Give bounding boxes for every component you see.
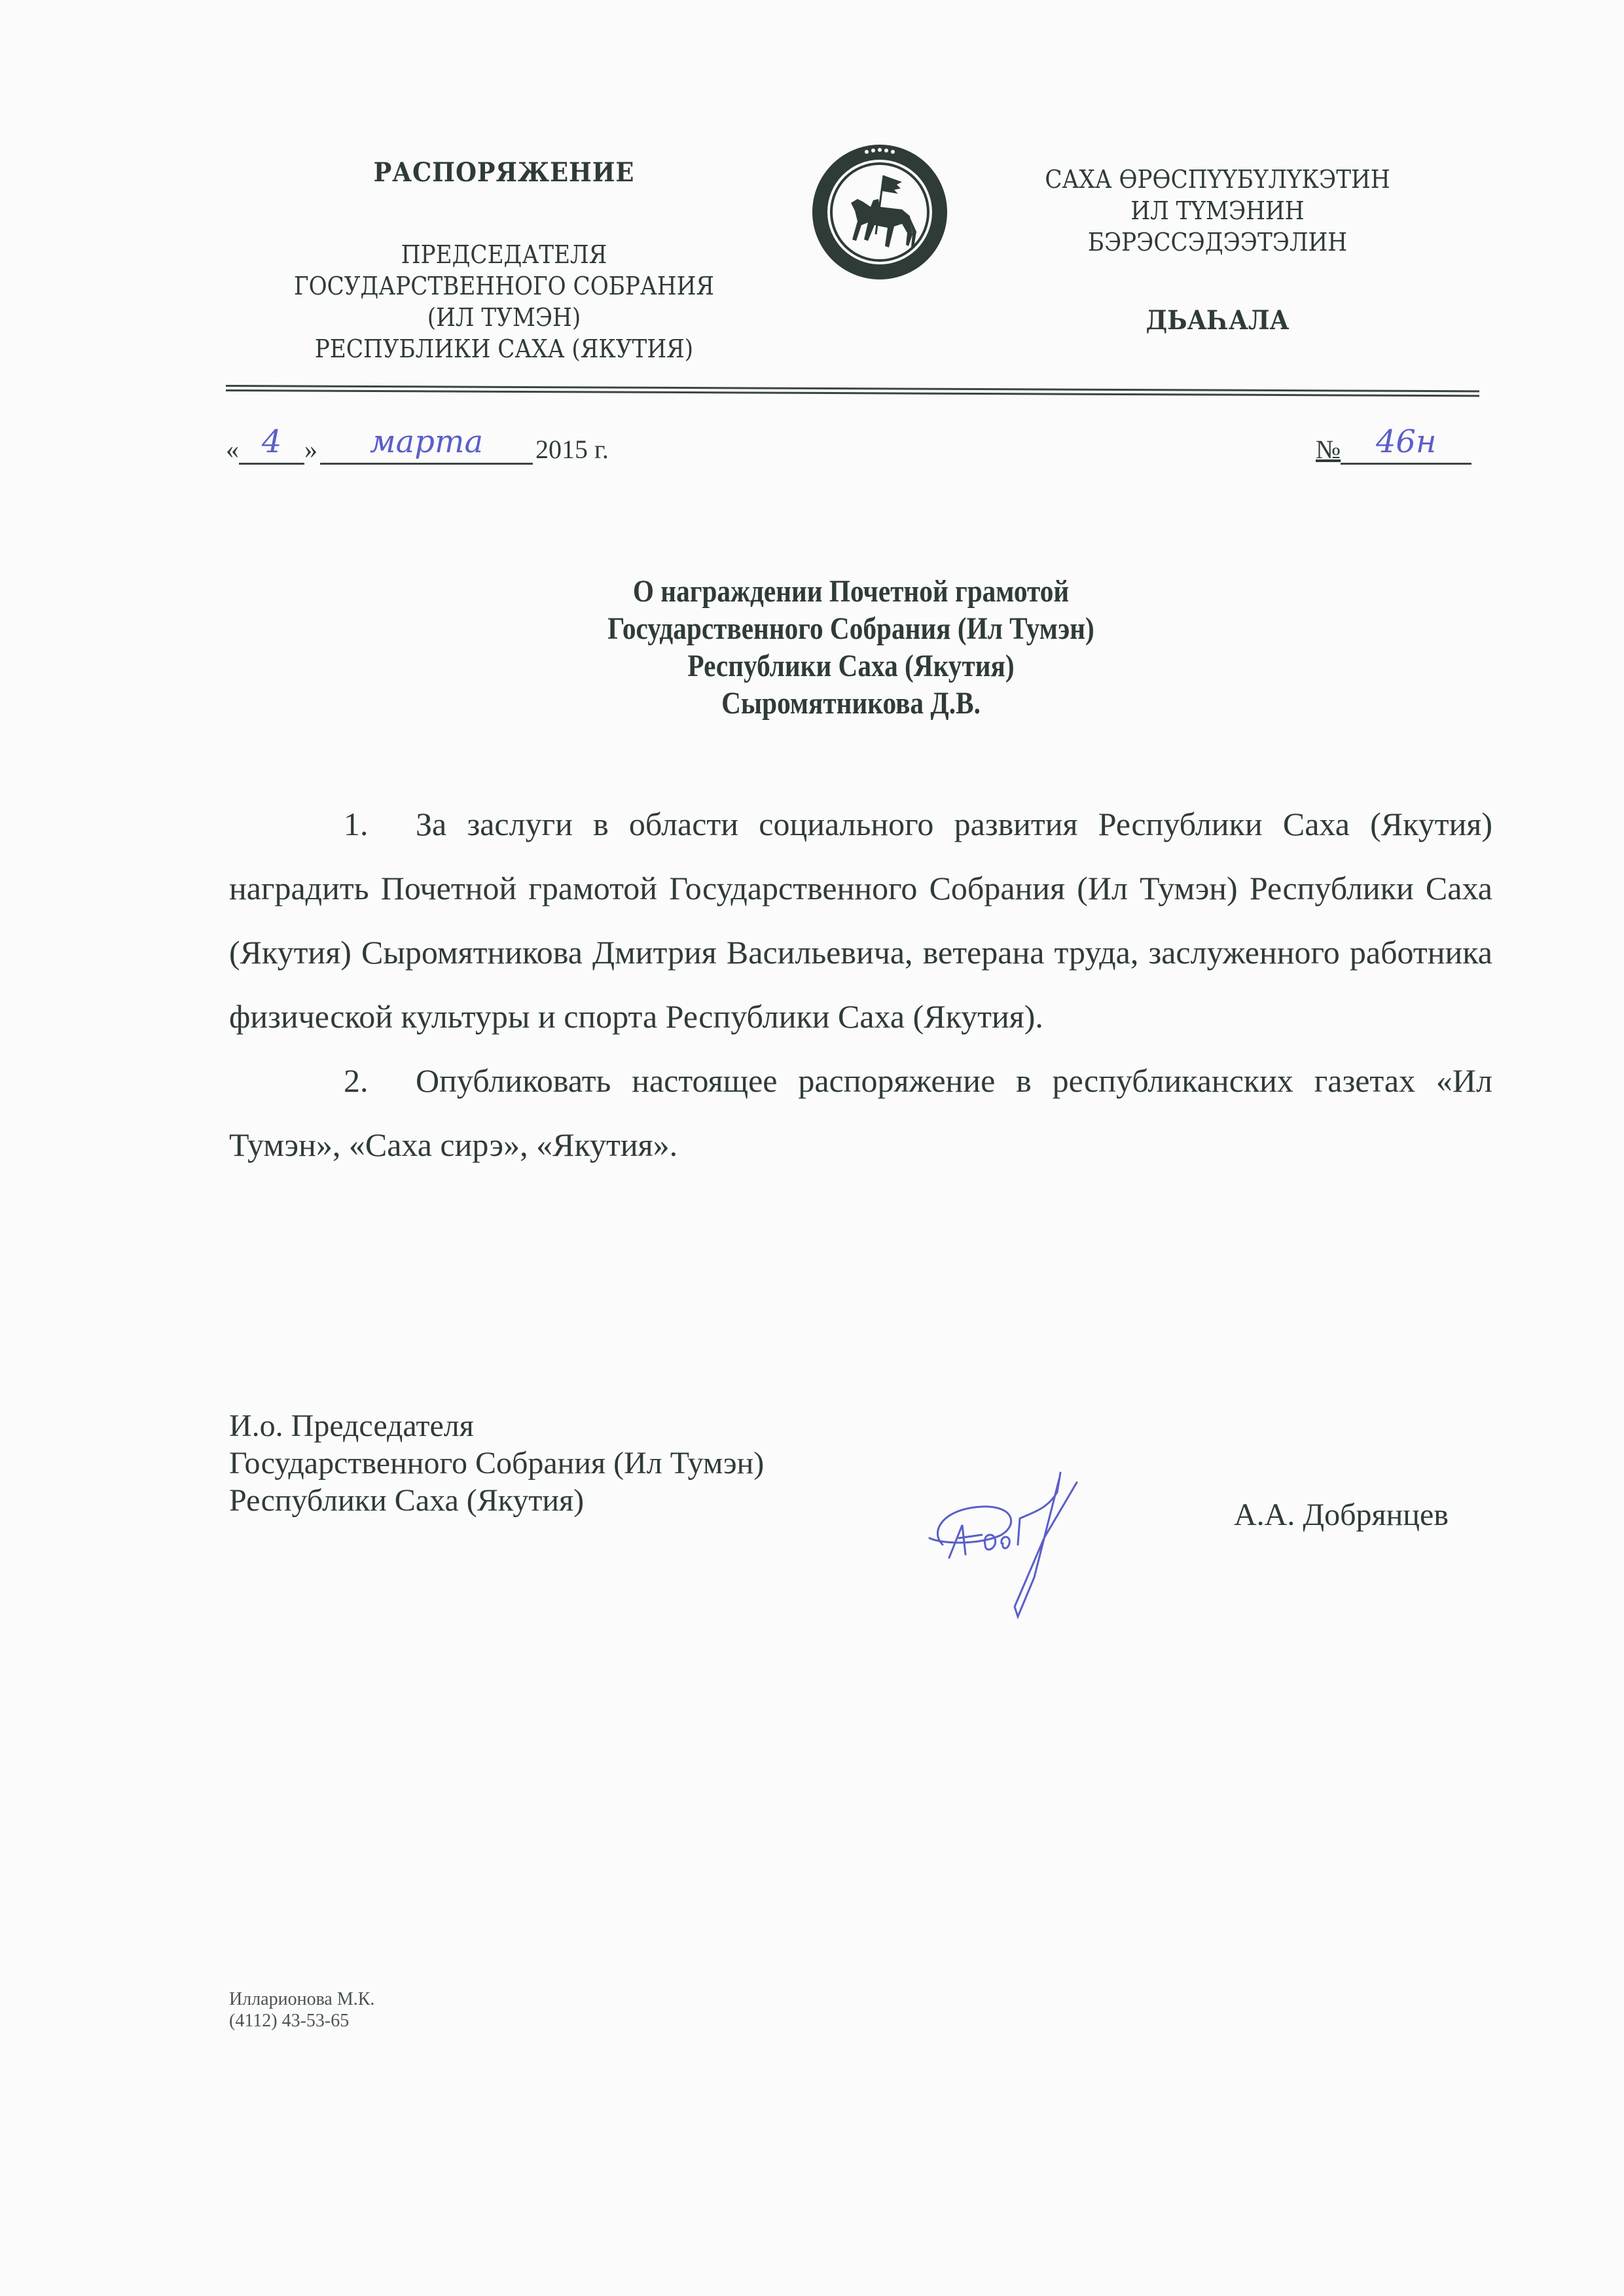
item-text: За заслуги в области социального развития Республики Саха (Якутия) наградить Почетной грамотой Государственного Собрания (Ил Тумэн) Республики Саха (Якутия) Сыромятникова Дмитрия Васильевича, ветерана труда, заслуженного работника физической культуры и спорта Республики Саха (Якутия). — [229, 806, 1492, 1035]
position-line: И.о. Председателя — [229, 1408, 474, 1443]
subject-line: Сыромятникова Д.В. — [721, 686, 981, 721]
document-subject — [513, 573, 1189, 722]
open-quote: « — [226, 435, 239, 464]
issuer-line: БЭРЭССЭДЭЭТЭЛИН — [1087, 228, 1348, 257]
number-handwritten: 46н — [1375, 423, 1437, 460]
signatory-position — [229, 1407, 764, 1519]
executor-phone: (4112) 43-53-65 — [229, 2011, 350, 2031]
year-text: 2015 г. — [535, 435, 609, 464]
coat-of-arms-emblem-icon — [810, 143, 949, 281]
month-field — [320, 423, 533, 465]
doc-number-line — [1316, 419, 1471, 465]
number-sign: № — [1316, 435, 1341, 464]
subject-line: О награждении Почетной грамотой — [632, 574, 1070, 609]
issuer-line: ИЛ ТҮМЭНИН — [1130, 196, 1305, 225]
doc-type-title-ru: РАСПОРЯЖЕНИЕ — [373, 157, 635, 188]
executor-name: Илларионова М.К. — [229, 1989, 375, 2009]
position-line: Государственного Собрания (Ил Тумэн) — [229, 1446, 765, 1480]
month-handwritten: марта — [369, 423, 484, 460]
item-number: 2. — [344, 1062, 369, 1099]
issuer-line: (ИЛ ТУМЭН) — [427, 303, 581, 332]
issuer-line: САХА ӨРӨСПҮҮБҮЛҮКЭТИН — [1045, 165, 1390, 194]
header-left-block — [223, 157, 785, 365]
number-field — [1341, 423, 1471, 465]
day-handwritten: 4 — [261, 423, 282, 460]
executor-info — [229, 1988, 374, 2032]
issuer-ru — [251, 239, 757, 365]
handwritten-signature-icon — [903, 1446, 1126, 1623]
signatory-name: А.А. Добрянцев — [1234, 1498, 1449, 1532]
header-divider — [226, 385, 1479, 397]
issuer-line: РЕСПУБЛИКИ САХА (ЯКУТИЯ) — [314, 334, 694, 363]
position-line: Республики Саха (Якутия) — [229, 1483, 585, 1518]
issuer-line: ГОСУДАРСТВЕННОГО СОБРАНИЯ — [293, 272, 715, 300]
date-line — [226, 419, 609, 465]
item-text: Опубликовать настоящее распоряжение в республиканских газетах «Ил Тумэн», «Саха сирэ», «Якутия». — [229, 1062, 1492, 1163]
issuer-line: ПРЕДСЕДАТЕЛЯ — [401, 240, 607, 269]
day-field — [239, 423, 304, 465]
header-right-block — [975, 164, 1460, 336]
item-number: 1. — [344, 806, 369, 842]
body-item — [229, 1049, 1492, 1177]
subject-line: Государственного Собрания (Ил Тумэн) — [607, 611, 1094, 646]
subject-line: Республики Саха (Якутия) — [687, 649, 1015, 683]
body-item — [229, 792, 1492, 1049]
close-quote: » — [304, 435, 317, 464]
document-body — [229, 792, 1492, 1177]
issuer-sakha — [1000, 164, 1435, 258]
doc-type-title-sakha: ДЬАҺАЛА — [1146, 305, 1290, 336]
